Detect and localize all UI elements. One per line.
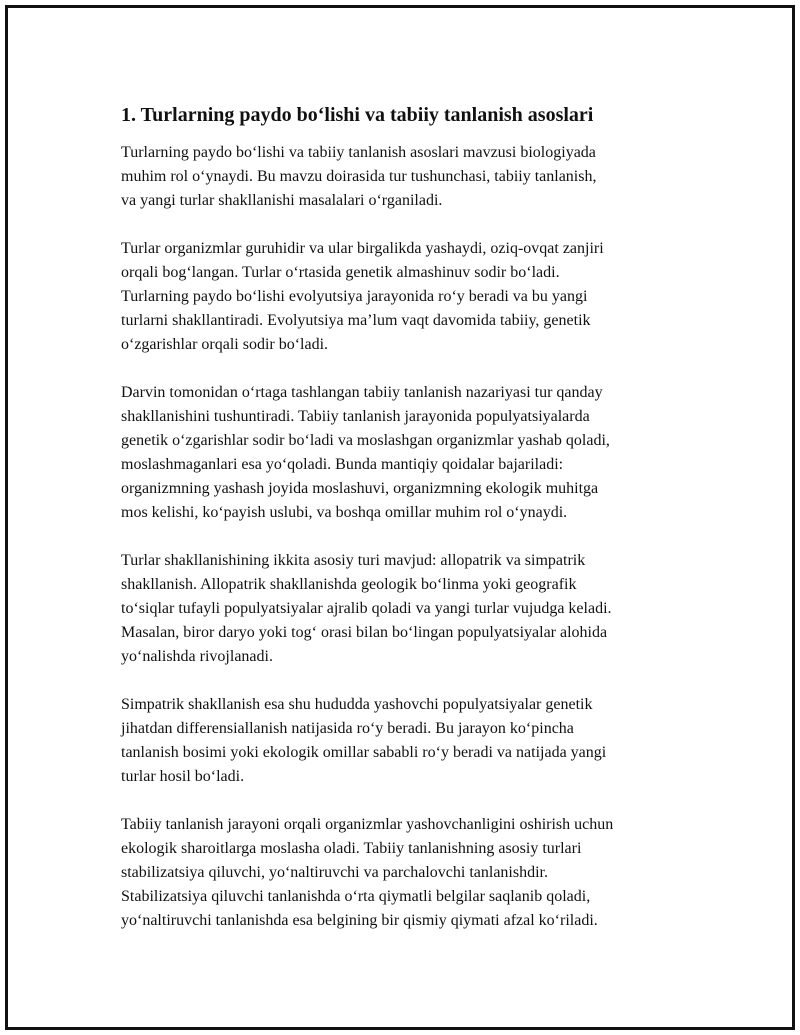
paragraph-sympatric bbox=[121, 693, 701, 789]
text-line: organizmning yashash joyida moslashuvi, organizmning ekologik muhitga bbox=[121, 480, 599, 497]
text-line: turlarni shakllantiradi. Evolyutsiya ma’lum vaqt davomida tabiiy, genetik bbox=[121, 312, 591, 329]
text-line: jihatdan differensiallanish natijasida ro‘y beradi. Bu jarayon ko‘pincha bbox=[121, 720, 574, 737]
text-line: Stabilizatsiya qiluvchi tanlanishda o‘rta qiymatli belgilar saqlanib qoladi, bbox=[121, 888, 591, 905]
text-line: mos kelishi, ko‘payish uslubi, va boshqa omillar muhim rol o‘ynaydi. bbox=[121, 504, 568, 521]
text-line: shakllanishini tushuntiradi. Tabiiy tanlanish jarayonida populyatsiyalarda bbox=[121, 408, 590, 425]
text-line: muhim rol o‘ynaydi. Bu mavzu doirasida tur tushunchasi, tabiiy tanlanish, bbox=[121, 168, 597, 185]
page-frame bbox=[5, 5, 795, 1030]
text-line: yo‘naltiruvchi tanlanishda esa belgining bir qismiy qiymati afzal ko‘riladi. bbox=[121, 912, 598, 929]
text-line: yo‘nalishda rivojlanadi. bbox=[121, 648, 273, 665]
text-line: to‘siqlar tufayli populyatsiyalar ajralib qoladi va yangi turlar vujudga keladi. bbox=[121, 600, 612, 617]
paragraph-species bbox=[121, 237, 701, 357]
text-line: tanlanish bosimi yoki ekologik omillar sababli ro‘y beradi va natijada yangi bbox=[121, 744, 607, 761]
section-title: 1. Turlarning paydo bo‘lishi va tabiiy tanlanish asoslari bbox=[121, 104, 594, 126]
paragraph-selection-types bbox=[121, 813, 701, 933]
document-body bbox=[121, 101, 701, 957]
text-line: Darvin tomonidan o‘rtaga tashlangan tabiiy tanlanish nazariyasi tur qanday bbox=[121, 384, 603, 401]
text-line: Simpatrik shakllanish esa shu hududda yashovchi populyatsiyalar genetik bbox=[121, 696, 593, 713]
text-line: Masalan, biror daryo yoki tog‘ orasi bilan bo‘lingan populyatsiyalar alohida bbox=[121, 624, 608, 641]
text-line: Tabiiy tanlanish jarayoni orqali organizmlar yashovchanligini oshirish uchun bbox=[121, 816, 614, 833]
text-line: Turlar shakllanishining ikkita asosiy turi mavjud: allopatrik va simpatrik bbox=[121, 552, 586, 569]
text-line: moslashmaganlari esa yo‘qoladi. Bunda mantiqiy qoidalar bajariladi: bbox=[121, 456, 564, 473]
text-line: genetik o‘zgarishlar sodir bo‘ladi va moslashgan organizmlar yashab qoladi, bbox=[121, 432, 610, 449]
text-line: turlar hosil bo‘ladi. bbox=[121, 768, 245, 785]
text-line: va yangi turlar shakllanishi masalalari o‘rganiladi. bbox=[121, 192, 443, 209]
text-line: orqali bog‘langan. Turlar o‘rtasida genetik almashinuv sodir bo‘ladi. bbox=[121, 264, 560, 281]
text-line: o‘zgarishlar orqali sodir bo‘ladi. bbox=[121, 336, 329, 353]
paragraph-darwin bbox=[121, 381, 701, 525]
text-line: Turlar organizmlar guruhidir va ular birgalikda yashaydi, oziq-ovqat zanjiri bbox=[121, 240, 604, 257]
paragraph-allopatric bbox=[121, 549, 701, 669]
text-line: ekologik sharoitlarga moslasha oladi. Tabiiy tanlanishning asosiy turlari bbox=[121, 840, 582, 857]
text-line: shakllanish. Allopatrik shakllanishda geologik bo‘linma yoki geografik bbox=[121, 576, 577, 593]
paragraph-intro bbox=[121, 141, 701, 213]
text-line: Turlarning paydo bo‘lishi evolyutsiya jarayonida ro‘y beradi va bu yangi bbox=[121, 288, 588, 305]
text-line: stabilizatsiya qiluvchi, yo‘naltiruvchi va parchalovchi tanlanishdir. bbox=[121, 864, 548, 881]
text-line: Turlarning paydo bo‘lishi va tabiiy tanlanish asoslari mavzusi biologiyada bbox=[121, 144, 596, 161]
